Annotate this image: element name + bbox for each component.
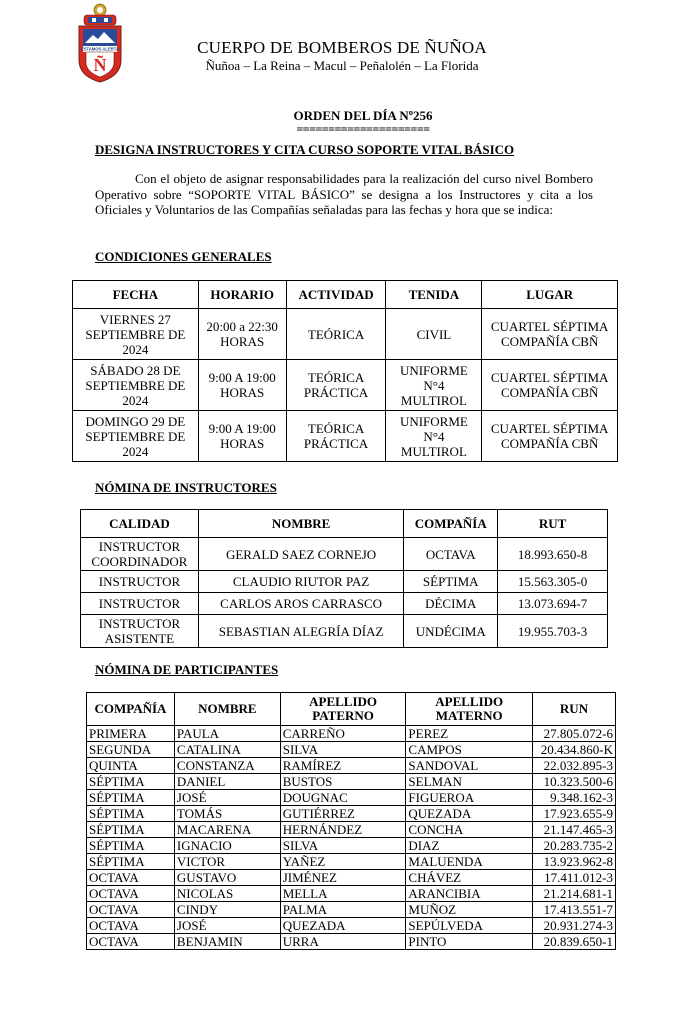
table-cell: UNDÉCIMA bbox=[404, 615, 498, 648]
table-cell: SÉPTIMA bbox=[87, 806, 175, 822]
table-cell: ARANCIBIA bbox=[406, 886, 533, 902]
table-cell: QUEZADA bbox=[280, 918, 406, 934]
table-cell: GERALD SAEZ CORNEJO bbox=[198, 538, 403, 571]
logo-motto: ESTAMOS ALERTA bbox=[80, 46, 120, 52]
table-cell: SEGUNDA bbox=[87, 742, 175, 758]
fire-department-shield-logo bbox=[76, 2, 124, 84]
table-header-row bbox=[73, 281, 618, 309]
table-cell: CIVIL bbox=[386, 309, 482, 360]
table-cell: 27.805.072-6 bbox=[533, 726, 616, 742]
table-row bbox=[87, 822, 616, 838]
instructors-body bbox=[81, 538, 608, 648]
table-cell: CATALINA bbox=[174, 742, 280, 758]
table-row bbox=[73, 309, 618, 360]
column-header: LUGAR bbox=[482, 281, 618, 309]
table-row bbox=[73, 360, 618, 411]
column-header: COMPAÑÍA bbox=[404, 510, 498, 538]
table-cell: VIERNES 27 SEPTIEMBRE DE 2024 bbox=[73, 309, 199, 360]
intro-paragraph: Con el objeto de asignar responsabilidades para la realización del curso nivel Bombero Operativo sobre “SOPORTE VITAL BÁSICO” se designa a los Instructores y cita a los Oficiales y Voluntarios de las Compañías señaladas para las fechas y hora que se indica: bbox=[95, 171, 593, 217]
organization-title: CUERPO DE BOMBEROS DE ÑUÑOA bbox=[197, 38, 487, 57]
conditions-table bbox=[72, 280, 618, 462]
table-cell: TEÓRICA PRÁCTICA bbox=[286, 411, 386, 462]
table-cell: CONSTANZA bbox=[174, 758, 280, 774]
column-header: TENIDA bbox=[386, 281, 482, 309]
column-header: CALIDAD bbox=[81, 510, 199, 538]
table-cell: 20.283.735-2 bbox=[533, 838, 616, 854]
instructors-heading: NÓMINA DE INSTRUCTORES bbox=[95, 480, 277, 495]
table-cell: 17.413.551-7 bbox=[533, 902, 616, 918]
column-header: FECHA bbox=[73, 281, 199, 309]
table-cell: HERNÁNDEZ bbox=[280, 822, 406, 838]
table-cell: CUARTEL SÉPTIMA COMPAÑÍA CBÑ bbox=[482, 360, 618, 411]
table-cell: 10.323.500-6 bbox=[533, 774, 616, 790]
table-row bbox=[87, 870, 616, 886]
participants-table bbox=[86, 692, 616, 950]
table-cell: 21.147.465-3 bbox=[533, 822, 616, 838]
table-row bbox=[87, 742, 616, 758]
table-cell: SILVA bbox=[280, 742, 406, 758]
table-cell: OCTAVA bbox=[87, 886, 175, 902]
table-cell: RAMÍREZ bbox=[280, 758, 406, 774]
table-cell: MUÑOZ bbox=[406, 902, 533, 918]
table-header-row bbox=[81, 510, 608, 538]
column-header: RUT bbox=[498, 510, 608, 538]
table-cell: PEREZ bbox=[406, 726, 533, 742]
table-cell: 17.923.655-9 bbox=[533, 806, 616, 822]
table-cell: QUINTA bbox=[87, 758, 175, 774]
table-cell: IGNACIO bbox=[174, 838, 280, 854]
table-cell: DÉCIMA bbox=[404, 593, 498, 615]
table-row bbox=[81, 571, 608, 593]
table-cell: SÉPTIMA bbox=[87, 838, 175, 854]
table-cell: MACARENA bbox=[174, 822, 280, 838]
table-cell: MELLA bbox=[280, 886, 406, 902]
table-row bbox=[87, 838, 616, 854]
table-cell: BENJAMIN bbox=[174, 934, 280, 950]
participants-heading: NÓMINA DE PARTICIPANTES bbox=[95, 662, 279, 677]
table-cell: OCTAVA bbox=[87, 870, 175, 886]
table-cell: DOMINGO 29 DE SEPTIEMBRE DE 2024 bbox=[73, 411, 199, 462]
table-cell: NICOLAS bbox=[174, 886, 280, 902]
column-header: COMPAÑÍA bbox=[87, 693, 175, 726]
table-cell: 18.993.650-8 bbox=[498, 538, 608, 571]
table-cell: 20.434.860-K bbox=[533, 742, 616, 758]
table-cell: OCTAVA bbox=[87, 934, 175, 950]
table-cell: INSTRUCTOR COORDINADOR bbox=[81, 538, 199, 571]
table-cell: SEPÚLVEDA bbox=[406, 918, 533, 934]
table-row bbox=[87, 774, 616, 790]
table-cell: JOSÉ bbox=[174, 790, 280, 806]
table-cell: SÁBADO 28 DE SEPTIEMBRE DE 2024 bbox=[73, 360, 199, 411]
table-cell: PALMA bbox=[280, 902, 406, 918]
table-cell: INSTRUCTOR bbox=[81, 593, 199, 615]
order-subject: DESIGNA INSTRUCTORES Y CITA CURSO SOPORTE VITAL BÁSICO bbox=[95, 142, 515, 157]
table-cell: OCTAVA bbox=[87, 902, 175, 918]
table-cell: SÉPTIMA bbox=[87, 790, 175, 806]
table-cell: YAÑEZ bbox=[280, 854, 406, 870]
table-cell: TEÓRICA PRÁCTICA bbox=[286, 360, 386, 411]
column-header: RUN bbox=[533, 693, 616, 726]
table-row bbox=[81, 538, 608, 571]
table-row bbox=[87, 918, 616, 934]
table-cell: DANIEL bbox=[174, 774, 280, 790]
table-row bbox=[87, 758, 616, 774]
table-cell: GUTIÉRREZ bbox=[280, 806, 406, 822]
table-cell: PRIMERA bbox=[87, 726, 175, 742]
organization-communes: Ñuñoa – La Reina – Macul – Peñalolén – La Florida bbox=[205, 58, 479, 73]
table-row bbox=[87, 886, 616, 902]
table-cell: CAMPOS bbox=[406, 742, 533, 758]
table-cell: 20.931.274-3 bbox=[533, 918, 616, 934]
column-header: ACTIVIDAD bbox=[286, 281, 386, 309]
instructors-table bbox=[80, 509, 608, 648]
table-row bbox=[81, 615, 608, 648]
table-cell: DOUGNAC bbox=[280, 790, 406, 806]
table-cell: PINTO bbox=[406, 934, 533, 950]
table-cell: BUSTOS bbox=[280, 774, 406, 790]
table-cell: DIAZ bbox=[406, 838, 533, 854]
table-cell: TOMÁS bbox=[174, 806, 280, 822]
table-row bbox=[73, 411, 618, 462]
table-cell: CHÁVEZ bbox=[406, 870, 533, 886]
order-title-rule: ===================== bbox=[296, 122, 430, 136]
table-cell: SÉPTIMA bbox=[87, 854, 175, 870]
table-cell: CINDY bbox=[174, 902, 280, 918]
table-cell: UNIFORME N°4 MULTIROL bbox=[386, 411, 482, 462]
table-cell: 9:00 A 19:00 HORAS bbox=[198, 411, 286, 462]
table-cell: 19.955.703-3 bbox=[498, 615, 608, 648]
column-header: APELLIDO PATERNO bbox=[280, 693, 406, 726]
table-cell: 13.923.962-8 bbox=[533, 854, 616, 870]
column-header: NOMBRE bbox=[174, 693, 280, 726]
table-row bbox=[87, 790, 616, 806]
order-title: ORDEN DEL DÍA Nº256 bbox=[293, 108, 433, 123]
table-cell: TEÓRICA bbox=[286, 309, 386, 360]
conditions-heading: CONDICIONES GENERALES bbox=[95, 249, 272, 264]
table-cell: 21.214.681-1 bbox=[533, 886, 616, 902]
table-cell: OCTAVA bbox=[404, 538, 498, 571]
table-cell: MALUENDA bbox=[406, 854, 533, 870]
table-cell: CUARTEL SÉPTIMA COMPAÑÍA CBÑ bbox=[482, 411, 618, 462]
table-cell: 15.563.305-0 bbox=[498, 571, 608, 593]
table-cell: SEBASTIAN ALEGRÍA DÍAZ bbox=[198, 615, 403, 648]
table-row bbox=[87, 854, 616, 870]
table-cell: 20:00 a 22:30 HORAS bbox=[198, 309, 286, 360]
participants-body bbox=[87, 726, 616, 950]
table-cell: OCTAVA bbox=[87, 918, 175, 934]
table-cell: CARREÑO bbox=[280, 726, 406, 742]
column-header: HORARIO bbox=[198, 281, 286, 309]
table-row bbox=[81, 593, 608, 615]
table-cell: PAULA bbox=[174, 726, 280, 742]
table-row bbox=[87, 806, 616, 822]
column-header: APELLIDO MATERNO bbox=[406, 693, 533, 726]
table-cell: QUEZADA bbox=[406, 806, 533, 822]
table-cell: URRA bbox=[280, 934, 406, 950]
table-cell: 9:00 A 19:00 HORAS bbox=[198, 360, 286, 411]
table-cell: 13.073.694-7 bbox=[498, 593, 608, 615]
table-cell: SELMAN bbox=[406, 774, 533, 790]
table-cell: 9.348.162-3 bbox=[533, 790, 616, 806]
table-cell: VICTOR bbox=[174, 854, 280, 870]
table-cell: JIMÉNEZ bbox=[280, 870, 406, 886]
table-row bbox=[87, 902, 616, 918]
column-header: NOMBRE bbox=[198, 510, 403, 538]
table-cell: GUSTAVO bbox=[174, 870, 280, 886]
table-cell: SILVA bbox=[280, 838, 406, 854]
table-cell: INSTRUCTOR ASISTENTE bbox=[81, 615, 199, 648]
table-cell: SÉPTIMA bbox=[87, 822, 175, 838]
logo-letter: Ñ bbox=[93, 55, 107, 75]
table-cell: 17.411.012-3 bbox=[533, 870, 616, 886]
table-cell: CONCHA bbox=[406, 822, 533, 838]
table-cell: FIGUEROA bbox=[406, 790, 533, 806]
table-cell: CUARTEL SÉPTIMA COMPAÑÍA CBÑ bbox=[482, 309, 618, 360]
table-cell: INSTRUCTOR bbox=[81, 571, 199, 593]
table-cell: CARLOS AROS CARRASCO bbox=[198, 593, 403, 615]
conditions-body bbox=[73, 309, 618, 462]
table-cell: SÉPTIMA bbox=[87, 774, 175, 790]
table-row bbox=[87, 934, 616, 950]
table-cell: CLAUDIO RIUTOR PAZ bbox=[198, 571, 403, 593]
table-cell: 22.032.895-3 bbox=[533, 758, 616, 774]
table-cell: 20.839.650-1 bbox=[533, 934, 616, 950]
table-cell: SÉPTIMA bbox=[404, 571, 498, 593]
table-cell: UNIFORME N°4 MULTIROL bbox=[386, 360, 482, 411]
table-cell: SANDOVAL bbox=[406, 758, 533, 774]
table-header-row bbox=[87, 693, 616, 726]
table-cell: JOSÉ bbox=[174, 918, 280, 934]
table-row bbox=[87, 726, 616, 742]
